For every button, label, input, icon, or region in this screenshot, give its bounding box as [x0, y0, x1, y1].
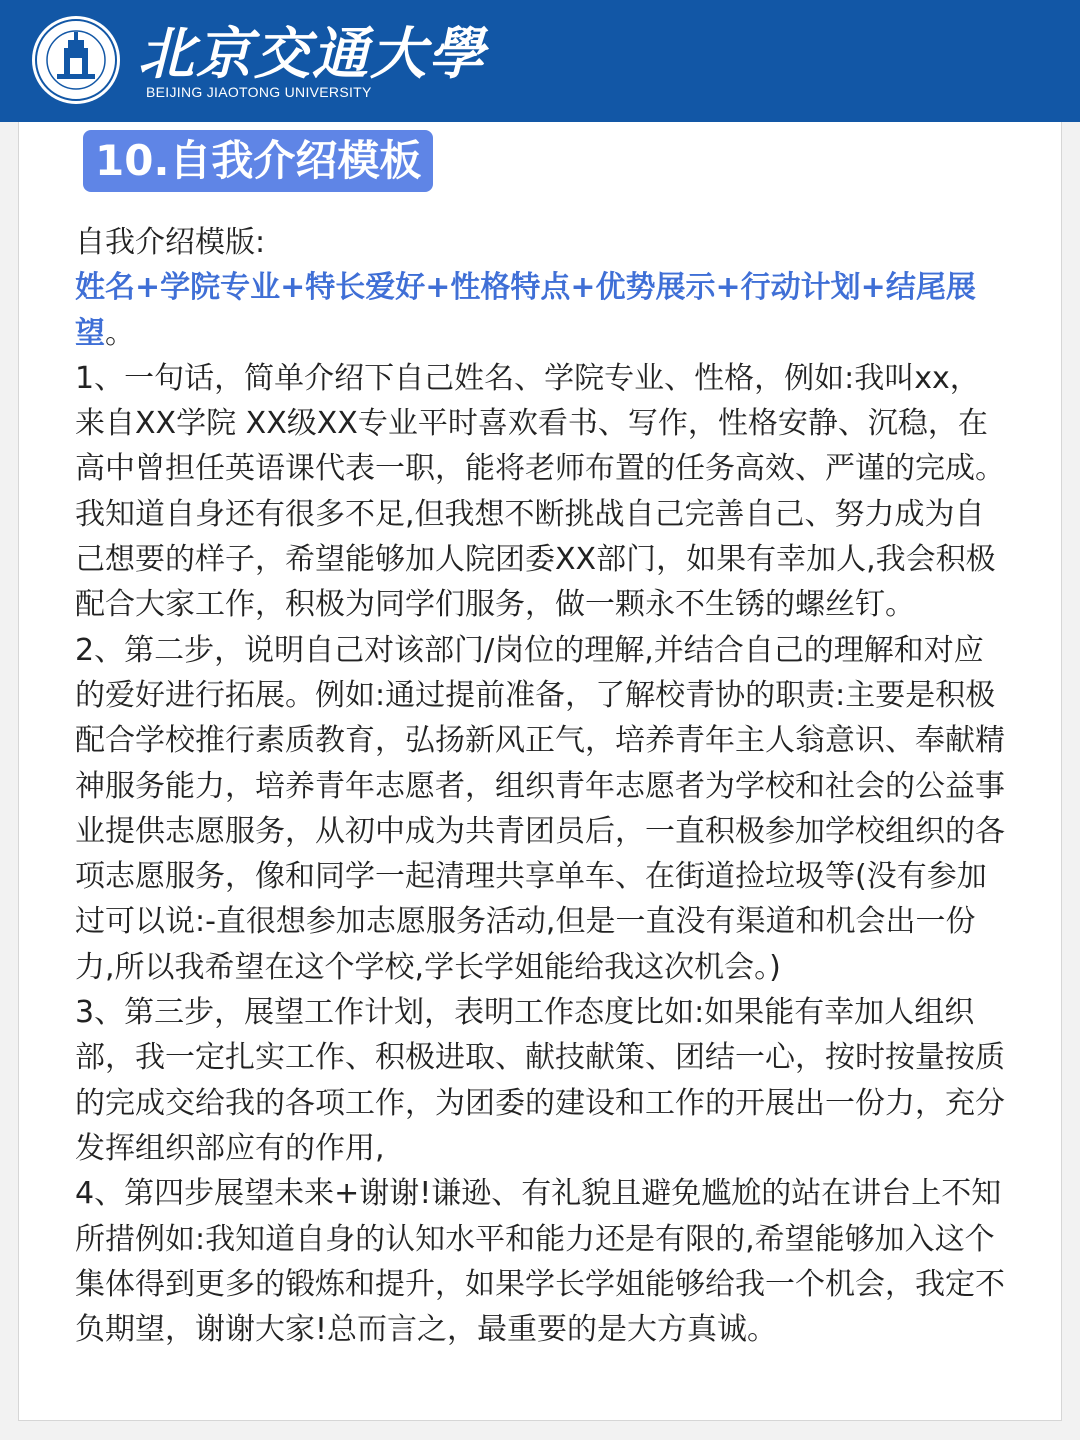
intro-label: 自我介绍模版: — [75, 225, 266, 260]
section-title: 10.自我介绍模板 — [83, 130, 433, 192]
school-name-english: BEIJING JIAOTONG UNIVERSITY — [146, 84, 372, 100]
header-banner — [0, 0, 1080, 122]
university-seal-icon — [30, 14, 122, 106]
step-paragraph-3: 3、第三步，展望工作计划，表明工作态度比如:如果能有幸加人组织部，我一定扎实工作、积极进取、献技献策、团结一心，按时按量按质的完成交给我的各项工作，为团委的建设和工作的开展出一份力，充分发挥组织部应有的作用, — [75, 995, 1005, 1166]
step-paragraph-2: 2、第二步，说明自己对该部门/岗位的理解,并结合自己的理解和对应的爱好进行拓展。例如:通过提前准备，了解校青协的职责:主要是积极配合学校推行素质教育，弘扬新风正气，培养青年主人翁意识、奉献精神服务能力，培养青年志愿者，组织青年志愿者为学校和社会的公益事业提供志愿服务，从初中成为共青团员后，一直积极参加学校组织的各项志愿服务，像和同学一起清理共享单车、在街道捡垃圾等(没有参加过可以说:-直很想参加志愿服务活动,但是一直没有渠道和机会出一份力,所以我希望在这个学校,学长学姐能给我这次机会。) — [75, 632, 1005, 985]
step-paragraph-4: 4、第四步展望未来+谢谢!谦逊、有礼貌且避免尴尬的站在讲台上不知所措例如:我知道自身的认知水平和能力还是有限的,希望能够加入这个集体得到更多的锻炼和提升，如果学长学姐能够给我一个机会，我定不负期望，谢谢大家!总而言之，最重要的是大方真诚。 — [75, 1176, 1005, 1348]
step-paragraph-1: 1、一句话，简单介绍下自己姓名、学院专业、性格，例如:我叫xx，来自XX学院 XX级XX专业平时喜欢看书、写作，性格安静、沉稳，在高中曾担任英语课代表一职，能将老师布置的任务高效、严谨的完成。我知道自身还有很多不足,但我想不断挑战自己完善自己、努力成为自己想要的样子，希望能够加人院团委XX部门，如果有幸加人,我会积极配合大家工作，积极为同学们服务，做一颗永不生锈的螺丝钉。 — [75, 360, 1005, 623]
formula-period: 。 — [105, 315, 135, 351]
formula-line — [75, 265, 1005, 356]
formula-text: 姓名+学院专业+特长爱好+性格特点+优势展示+行动计划+结尾展望 — [75, 270, 976, 351]
content-card — [18, 122, 1062, 1421]
article-body — [75, 220, 1005, 1352]
school-name-chinese: 北京交通大學 — [138, 21, 486, 87]
